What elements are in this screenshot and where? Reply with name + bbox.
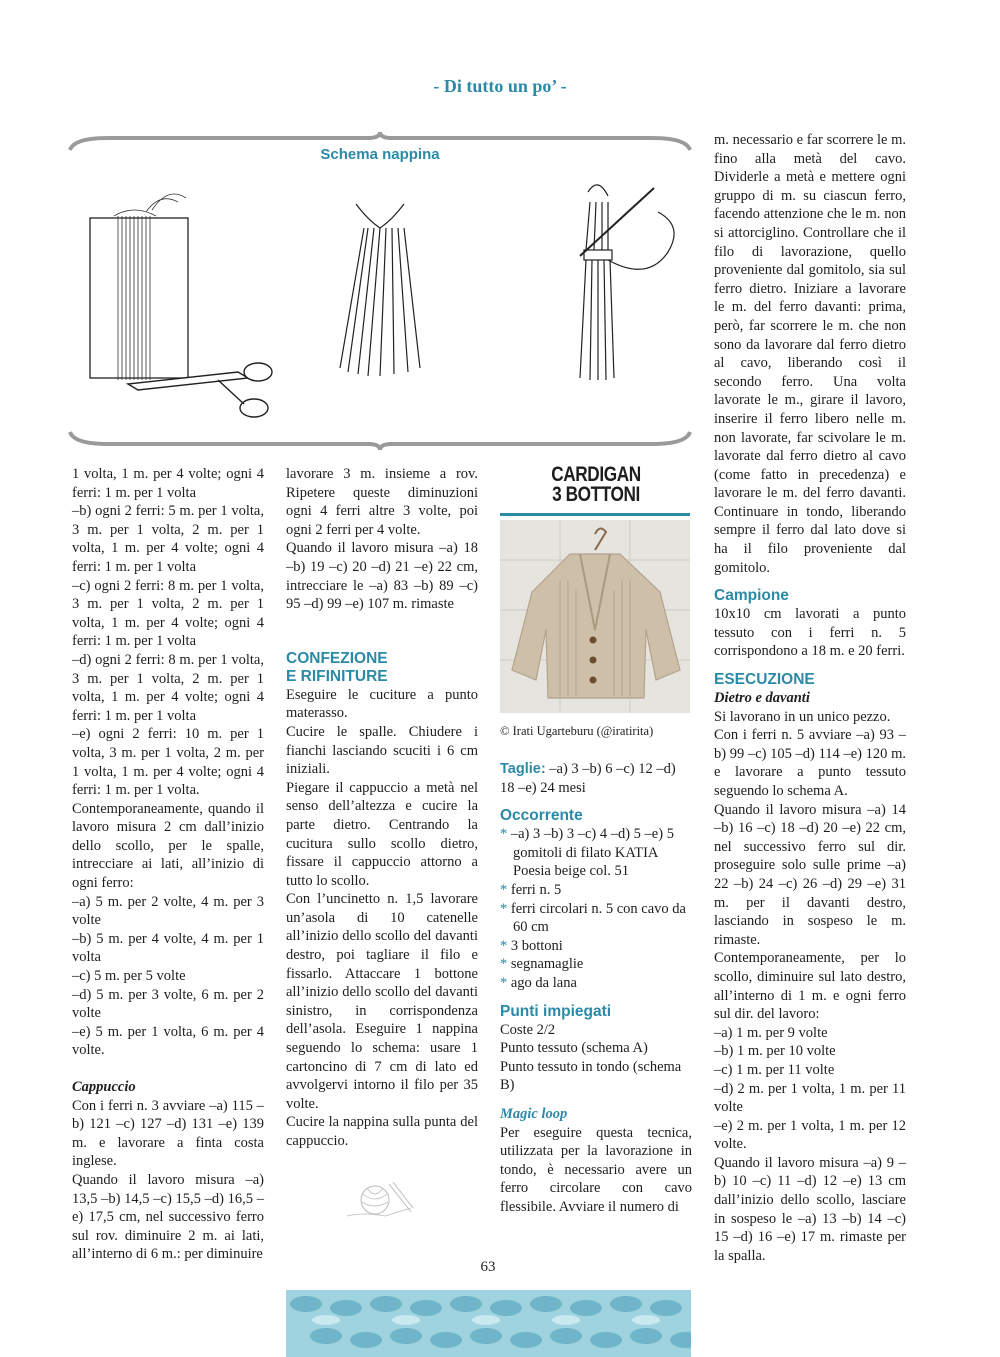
campione-title: Campione <box>714 587 789 605</box>
occorrente-item: * –a) 3 –b) 3 –c) 4 –d) 5 –e) 5 gomitoli di filato KATIA Poesia beige col. 51 <box>500 826 674 880</box>
col4-intro: m. necessario e far scorrere le m. fino alla metà del cavo. Dividerle a metà e mettere ogni gruppo di m. su ciascun ferro, facendo attenzione che le m. non si attorciglino. Controllare che il filo di lavorazione, quello proveniente dal gomitolo, sia sul ferro dietro. Iniziare a lavorare le m. del ferro davanti: prima, però, far scorrere le m. che non sono da lavorare dal ferro dietro al cavo, liberando così il secondo ferro. Una volta lavorate le m., girare il lavoro, inserire il ferro libero nelle m. non lavorate, far scivolare le m. lavorate dal ferro dietro al cavo (come fatto in precedenza) e lavorare le m. del ferro davanti. Continuare in tondo, liberando sempre il ferro dal lato dove si ha il filo proveniente dal gomitolo. <box>714 132 906 576</box>
col4-paragraph: –d) 2 m. per 1 volta, 1 m. per 11 volte <box>714 1080 906 1116</box>
dietro-davanti-title: Dietro e davanti <box>714 690 810 707</box>
punti-item: Punto tessuto (schema A) <box>500 1040 648 1057</box>
punti-item: Punto tessuto in tondo (schema B) <box>500 1058 682 1094</box>
photo-credit: © Irati Ugarteburu (@iratirita) <box>500 724 654 738</box>
col1-paragraph: –a) 5 m. per 2 volte, 4 m. per 3 volte <box>72 893 264 929</box>
schema-nappina-figure <box>68 132 692 450</box>
page-header: - Di tutto un po’ - <box>433 76 567 96</box>
column-1 <box>72 465 264 1264</box>
col1-paragraph: Con i ferri n. 3 avviare –a) 115 –b) 121 –c) 127 –d) 131 –e) 139 m. e lavorare a finta costa inglese. <box>72 1097 264 1170</box>
col4-paragraph: Quando il lavoro misura –a) 9 –b) 10 –c) 11 –d) 12 –e) 13 cm dall’inizio dello scollo, lasciare in sospeso le –a) 13 –b) 14 –c) 15 –d) 16 –e) 17 m. rimaste per la spalla. <box>714 1154 906 1264</box>
col2-paragraph: lavorare 3 m. insieme a rov. Ripetere queste diminuzioni ogni 4 ferri altre 3 volte, poi ogni 2 ferri per 4 volte. <box>286 466 478 538</box>
col4-paragraph: Contemporaneamente, per lo scollo, diminuire sul lato destro, all’interno di 1 m. e ogni ferro sul dir. del lavoro: <box>714 950 906 1023</box>
esecuzione-title: ESECUZIONE <box>714 671 815 689</box>
cappuccio-title: Cappuccio <box>72 1079 136 1095</box>
col1-paragraph: –e) 5 m. per 1 volta, 6 m. per 4 volte. <box>72 1023 264 1059</box>
occorrente-item: * segnamaglie <box>500 956 584 973</box>
col1-paragraph: –c) ogni 2 ferri: 8 m. per 1 volta, 3 m. per 1 volta, 2 m. per 1 volta, 1 m. per 4 volte; ogni 4 ferri: 1 m. per 1 volta <box>72 577 264 650</box>
col2-paragraph: Cucire le spalle. Chiudere i fianchi lasciando scuciti i 6 cm iniziali. <box>286 723 478 778</box>
col2-paragraph: Quando il lavoro misura –a) 18 –b) 19 –c) 20 –d) 21 –e) 22 cm, intrecciare le –a) 83 –b) 89 –c) 95 –d) 99 –e) 107 m. rimaste <box>286 540 478 613</box>
taglie-label: Taglie: <box>500 761 546 777</box>
magic-loop-title: Magic loop <box>500 1105 568 1122</box>
occorrente-item: * ferri circolari n. 5 con cavo da 60 cm <box>500 900 686 936</box>
yarn-ball-icon <box>345 1178 415 1220</box>
col2-paragraph: Piegare il cappuccio a metà nel senso dell’altezza e cucire la parte dietro. Centrando la cucitura sullo scollo dietro, fissare il cappuccio attorno a tutto lo scollo. <box>286 779 478 889</box>
campione-text: 10x10 cm lavorati a punto tessuto con i ferri n. 5 corrispondono a 18 m. e 20 ferri. <box>714 606 906 660</box>
occorrente-title: Occorrente <box>500 807 583 825</box>
col1-paragraph: –b) 5 m. per 4 volte, 4 m. per 1 volta <box>72 930 264 966</box>
punti-item: Coste 2/2 <box>500 1021 556 1038</box>
col4-paragraph: –b) 1 m. per 10 volte <box>714 1043 836 1060</box>
col1-paragraph: Contemporaneamente, quando il lavoro misura 2 cm dall’inizio dello scollo, per le spalle, intrecciare ai lati, all’inizio di ogni ferro: <box>72 800 264 892</box>
col1-paragraph: –d) ogni 2 ferri: 8 m. per 1 volta, 3 m. per 1 volta, 2 m. per 1 volta, 1 m. per 4 volte; ogni 4 ferri: 1 m. per 1 volta <box>72 651 264 724</box>
magic-loop-text: Per eseguire questa tecnica, utilizzata per la lavorazione in tondo, è necessario avere un ferro circolare con cavo flessibile. Avviare il numero di <box>500 1124 692 1215</box>
cardigan-photo <box>500 520 690 713</box>
cardigan-title-line1: CARDIGAN <box>551 463 641 486</box>
col4-paragraph: Quando il lavoro misura –a) 14 –b) 16 –c) 18 –d) 20 –e) 22 cm, nel successivo ferro sul dir. proseguire solo sulle prime –a) 22 –b) 24 –c) 26 –d) 29 –e) 31 m. per il davanti destro, lasciando in sospeso le m. rimaste. <box>714 801 906 948</box>
col1-paragraph: –e) ogni 2 ferri: 10 m. per 1 volta, 3 m. per 1 volta, 2 m. per 1 volta, 1 m. per 4 volte; ogni 4 ferri: 1 m. per 1 volta. <box>72 726 264 799</box>
taglie-text: –a) 3 –b) 6 –c) 12 –d) 18 –e) 24 mesi <box>500 761 676 796</box>
occorrente-item: * ago da lana <box>500 974 577 991</box>
col1-paragraph: –d) 5 m. per 3 volte, 6 m. per 2 volte <box>72 986 264 1022</box>
column-3 <box>500 760 692 1216</box>
page-number: 63 <box>480 1259 496 1275</box>
col2-paragraph: Cucire la nappina sulla punta del cappuccio. <box>286 1114 478 1149</box>
col4-paragraph: Si lavorano in un unico pezzo. <box>714 708 891 725</box>
column-2 <box>286 465 478 1151</box>
confezione-title-2: E RIFINITURE <box>286 667 388 685</box>
col1-paragraph: –c) 5 m. per 5 volte <box>72 968 186 985</box>
occorrente-item: * 3 bottoni <box>500 937 563 954</box>
occorrente-item: * ferri n. 5 <box>500 881 562 898</box>
col1-paragraph: Quando il lavoro misura –a) 13,5 –b) 14,5 –c) 15,5 –d) 16,5 –e) 17,5 cm, nel successivo ferro sul rov. diminuire 2 m. ai lati, all’interno di 6 m.: per diminuire <box>72 1171 264 1263</box>
knit-texture-image <box>286 1290 691 1357</box>
col1-paragraph: 1 volta, 1 m. per 4 volte; ogni 4 ferri: 1 m. per 1 volta <box>72 466 264 501</box>
title-divider <box>500 513 690 516</box>
punti-title: Punti impiegati <box>500 1002 612 1020</box>
col4-paragraph: –e) 2 m. per 1 volta, 1 m. per 12 volte. <box>714 1117 906 1153</box>
confezione-title: CONFEZIONE <box>286 649 388 667</box>
col4-paragraph: –a) 1 m. per 9 volte <box>714 1024 828 1041</box>
col4-paragraph: Con i ferri n. 5 avviare –a) 93 –b) 99 –c) 105 –d) 114 –e) 120 m. e lavorare a punto tessuto seguendo lo schema A. <box>714 727 906 799</box>
schema-title: Schema nappina <box>320 146 440 163</box>
col2-paragraph: Eseguire le cuciture a punto materasso. <box>286 686 478 722</box>
column-4 <box>714 131 906 1265</box>
col1-paragraph: –b) ogni 2 ferri: 5 m. per 1 volta, 3 m. per 1 volta, 2 m. per 1 volta, 1 m. per 4 volte; ogni 4 ferri: 1 m. per 1 volta <box>72 503 264 575</box>
col4-paragraph: –c) 1 m. per 11 volte <box>714 1061 835 1078</box>
col2-paragraph: Con l’uncinetto n. 1,5 lavorare un’asola di 10 catenelle all’inizio dello scollo del davanti destro, poi tagliare il filo e fissarlo. Attaccare 1 bottone all’inizio dello scollo del davanti sinistro, in corrispondenza dell’asola. Eseguire 1 nappina seguendo lo schema: usare 1 cartoncino di 7 cm di lato ed avvolgervi intorno il filo per 35 volte. <box>286 891 478 1112</box>
cardigan-title <box>517 465 674 505</box>
cardigan-title-line2: 3 BOTTONI <box>552 483 640 506</box>
